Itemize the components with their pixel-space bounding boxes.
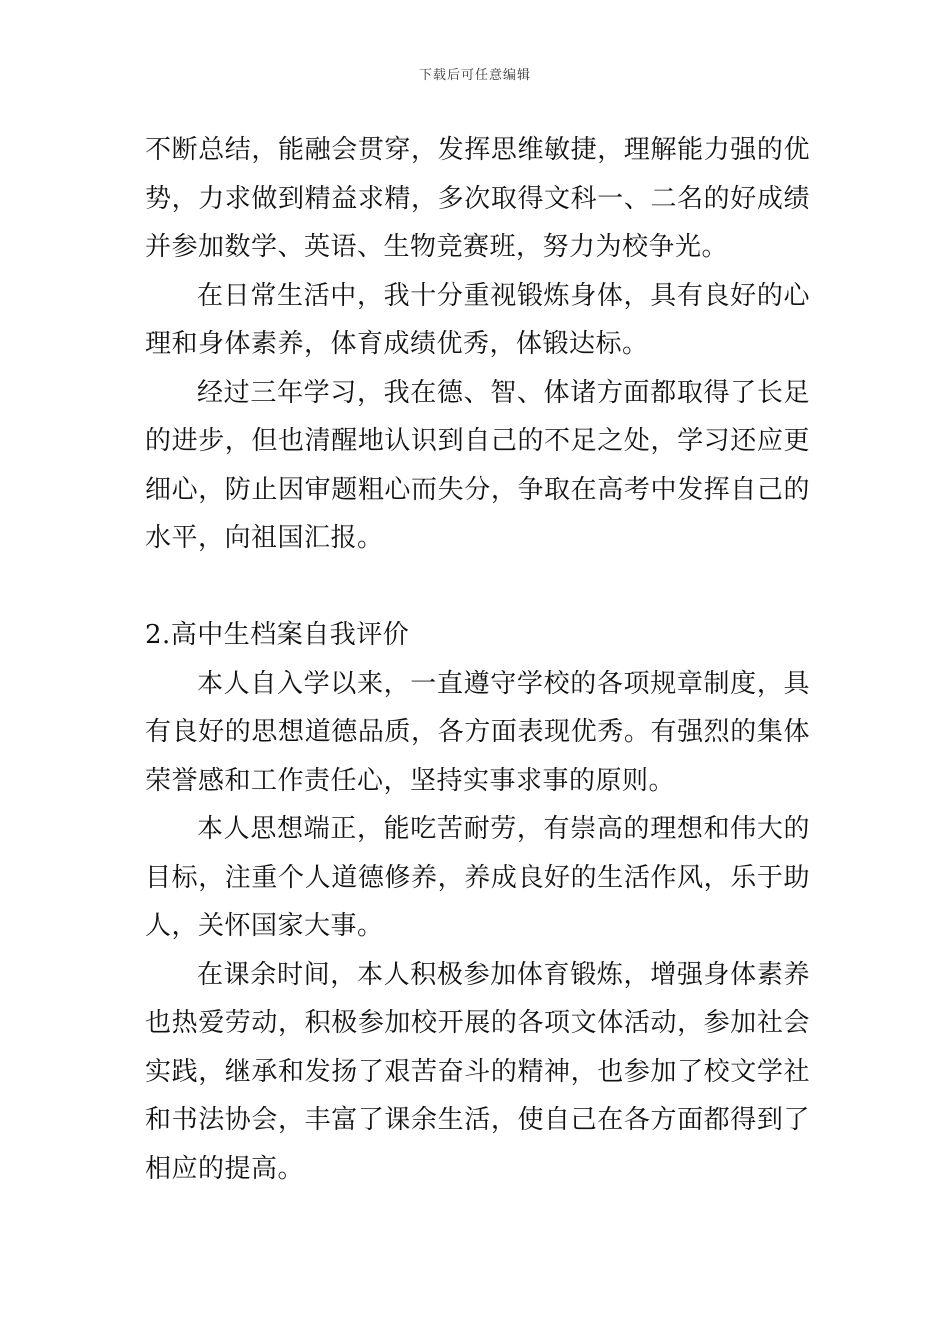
document-body [145, 126, 810, 1193]
paragraph-extracurricular: 在课余时间，本人积极参加体育锻炼，增强身体素养也热爱劳动，积极参加校开展的各项文体活动，参加社会实践，继承和发扬了艰苦奋斗的精神，也参加了校文学社和书法协会，丰富了课余生活，使自己在各方面都得到了相应的提高。 [145, 959, 810, 1184]
paragraph-three-year-summary: 经过三年学习，我在德、智、体诸方面都取得了长足的进步，但也清醒地认识到自己的不足之处，学习还应更细心，防止因审题粗心而失分，争取在高考中发挥自己的水平，向祖国汇报。 [145, 377, 810, 553]
paragraph-character: 本人思想端正，能吃苦耐劳，有崇高的理想和伟大的目标，注重个人道德修养，养成良好的生活作风，乐于助人，关怀国家大事。 [145, 814, 810, 941]
section-title: 2.高中生档案自我评价 [145, 620, 410, 650]
paragraph-physical-training: 在日常生活中，我十分重视锻炼身体，具有良好的心理和身体素养，体育成绩优秀，体锻达标。 [145, 280, 810, 359]
paragraph-continuation: 不断总结，能融会贯穿，发挥思维敏捷，理解能力强的优势，力求做到精益求精，多次取得文科一、二名的好成绩并参加数学、英语、生物竞赛班，努力为校争光。 [145, 135, 810, 262]
paragraph-school-rules: 本人自入学以来，一直遵守学校的各项规章制度，具有良好的思想道德品质，各方面表现优秀。有强烈的集体荣誉感和工作责任心，坚持实事求事的原则。 [145, 668, 810, 796]
page-header: 下载后可任意编辑 [418, 68, 531, 83]
